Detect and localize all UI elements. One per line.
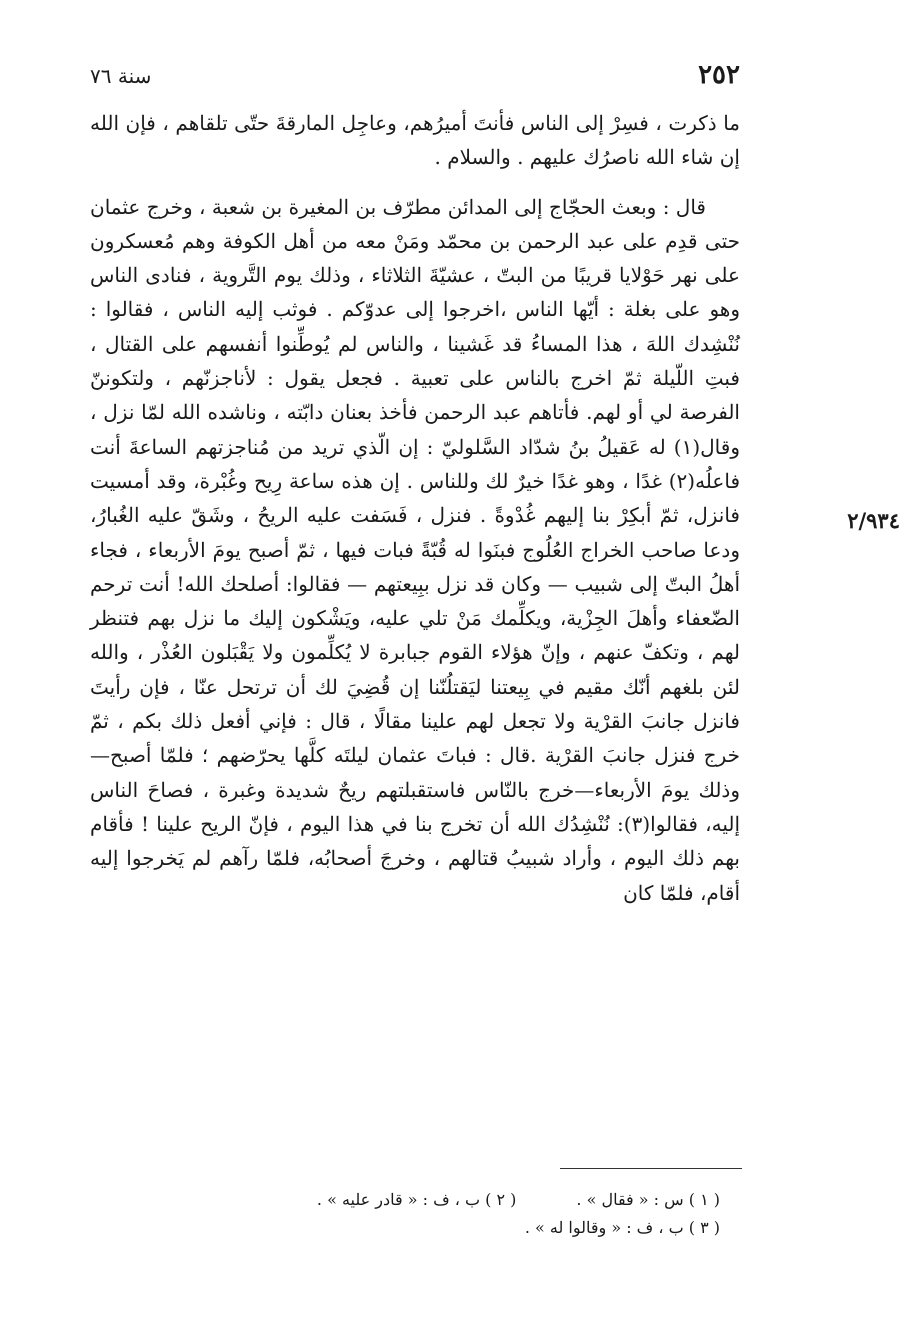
footnote-row (220, 1214, 720, 1242)
running-head: سنة ٧٦ (90, 64, 152, 88)
paragraph-1: ما ذكرت ، فسِرْ إلى الناس فأنتَ أميرُهم، وعاجِل المارقةَ حتّى تلقاهم ، فإن الله إن شاء الله ناصرُك عليهم . والسلام . (90, 111, 740, 170)
footnote-divider (560, 1168, 742, 1169)
footnote-1: ( ١ ) س : « فقال » . (576, 1190, 720, 1209)
margin-page-reference: ٢/٩٣٤ (847, 508, 900, 533)
page-number: ٢٥٢ (698, 60, 740, 90)
paragraph-2: قال : وبعث الحجّاج إلى المدائن مطرّف بن المغيرة بن شعبة ، وخرج عثمان حتى قدِم على عبد الرحمن بن محمّد ومَنْ معه من أهل الكوفة وهم مُعسكرون على نهر حَوْلايا قريبًا من البتّ ، عشيّةَ الثلاثاء ، وذلك يوم التَّروية ، فنادى الناس وهو على بغلة : أيّها الناس ،اخرجوا إلى عدوّكم . فوثب إليه الناس ، فقالوا : نُنْشِدك اللهَ ، هذا المساءُ قد غَشينا ، والناس لم يُوطِّنوا أنفسهم على القتال ، فبتِ اللّيلة ثمّ اخرج بالناس على تعبية . فجعل يقول : لأناجزنّهم ، ولتكوننّ الفرصة لي أو لهم. فأتاهم عبد الرحمن فأخذ بعنان دابّته ، وناشده الله لمّا نزل ، وقال(١) له عَقيلُ بنُ شدّاد السَّلوليّ : إن الّذي تريد من مُناجزتهم الساعةَ أنت فاعلُه(٢) غدًا ، وهو غدًا خيرٌ لك وللناس . إن هذه ساعة رِيح وغُبْرة، وقد أمسيت فانزل، ثمّ أبكِرْ بنا إليهم غُدْوةً . فنزل ، فَسَفت عليه الريحُ ، وشَقّ عليه الغُبارُ، ودعا صاحب الخراج العُلُوج فبنَوا له قُبّةً فبات فيها ، ثمّ أصبح يومَ الأربعاء ، فجاء أهلُ البتّ إلى شبيب — وكان قد نزل ببِيعتهم — فقالوا: أصلحك الله! أنت ترحم الضّعفاء وأهلَ الجِزْية، ويكلِّمك مَنْ تلي عليه، ويَشْكون إليك ما نزل بهم فتنظر لهم ، وتكفّ عنهم ، وإنّ هؤلاء القوم جبابرة لا يُكلِّمون ولا يَقْبَلون العُذْر ، والله لئن بلغهم أنّك مقيم في بِيعتنا ليَقتلُنّنا إن قُضِيَ لك أن ترتحل عنّا ، فإن رأيتَ فانزل جانبَ القرْية ولا تجعل لهم علينا مقالًا ، قال : فإني أفعل ذلك بكم ، ثمّ خرج فنزل جانبَ القرْية .قال : فباتَ عثمان ليلتَه كلَّها يحرّضهم ؛ فلمّا أصبح—وذلك يومَ الأربعاء—خرج بالنّاس فاستقبلتهم ريحٌ شديدة وغبرة ، فصاحَ الناس إليه، فقالوا(٣): نُنْشِدُك الله أن تخرج بنا في هذا اليوم ، فإنّ الريح علينا ! فأقام بهم ذلك اليوم ، وأراد شبيبُ قتالهم ، وخرجَ أصحابُه، فلمّا رآهم لم يَخرجوا إليه أقام، فلمّا كان (90, 194, 741, 905)
footnote-3: ( ٣ ) ب ، ف : « وقالوا له » . (524, 1218, 720, 1237)
page-header (90, 60, 740, 90)
footnotes (220, 1186, 720, 1242)
footnote-2: ( ٢ ) ب ، ف : « قادر عليه » . (316, 1190, 517, 1209)
footnote-row (220, 1186, 720, 1214)
main-text (90, 106, 740, 910)
